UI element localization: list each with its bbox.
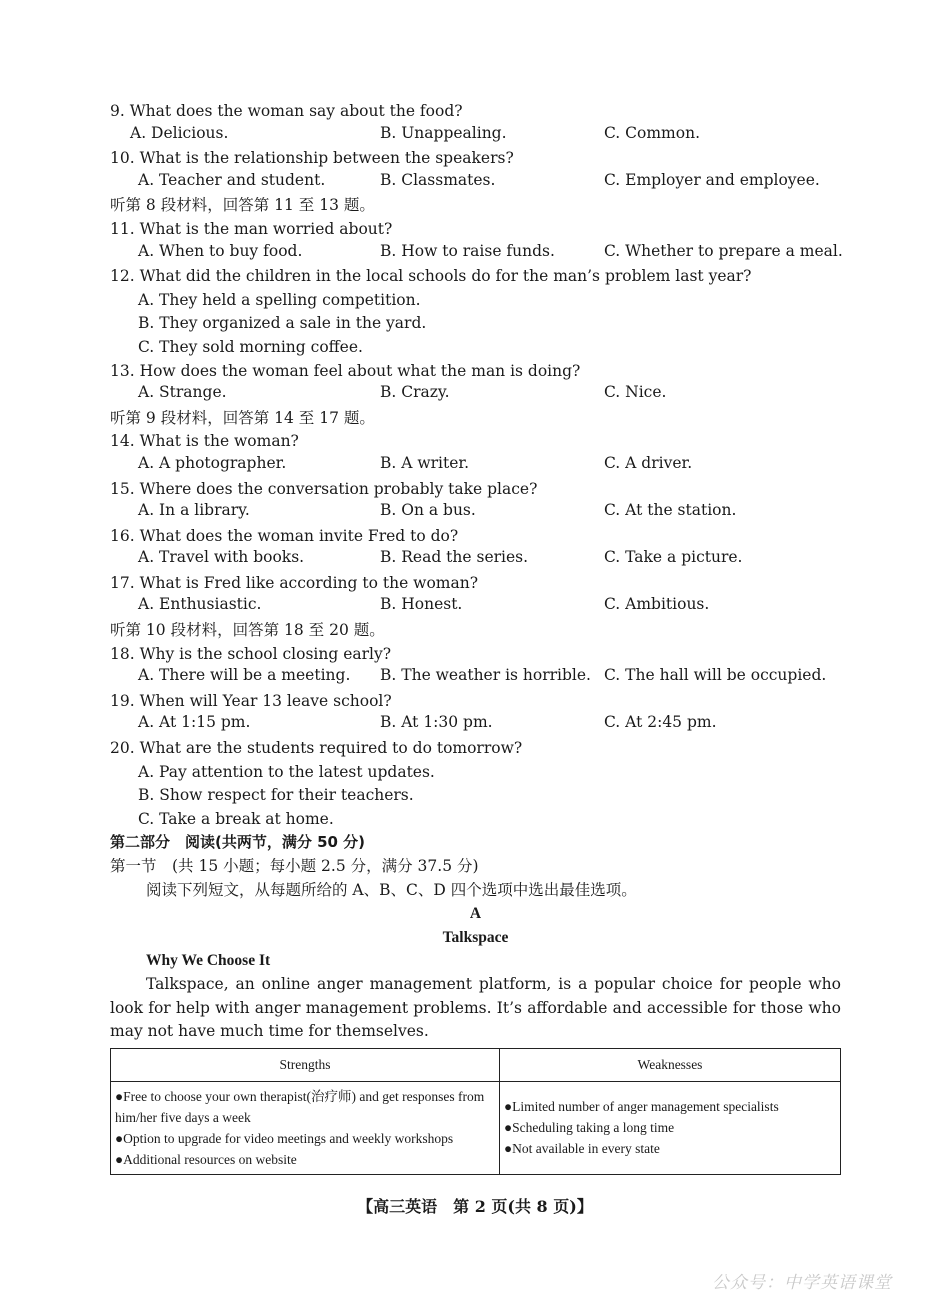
options-16 xyxy=(110,548,841,572)
question-14: 14. What is the woman? xyxy=(110,432,299,451)
question-10: 10. What is the relationship between the speakers? xyxy=(110,149,514,168)
option-a: A. A photographer. xyxy=(138,453,287,472)
question-9: 9. What does the woman say about the food? xyxy=(110,102,463,120)
option-c: C. At 2:45 pm. xyxy=(604,713,717,732)
option-c: C. A driver. xyxy=(604,453,693,472)
options-19 xyxy=(110,713,841,737)
option-b: B. Unappealing. xyxy=(380,123,507,142)
question-17: 17. What is Fred like according to the woman? xyxy=(110,573,479,592)
options-13 xyxy=(110,383,841,407)
option-b: B. At 1:30 pm. xyxy=(380,713,493,732)
page-footer: 【高三英语 第 2 页(共 8 页)】 xyxy=(357,1197,593,1216)
question-20: 20. What are the students required to do tomorrow? xyxy=(110,739,523,758)
question-11: 11. What is the man worried about? xyxy=(110,219,393,238)
option-c: C. Ambitious. xyxy=(604,595,710,614)
options-11 xyxy=(110,242,841,266)
option-a: A. Teacher and student. xyxy=(138,170,326,189)
question-15: 15. Where does the conversation probably take place? xyxy=(110,479,538,498)
watermark: 公众号：中学英语课堂 xyxy=(712,1273,892,1293)
option-c: C. Whether to prepare a meal. xyxy=(604,241,843,260)
strength-item: ●Additional resources on website xyxy=(115,1151,297,1167)
instruction: 阅读下列短文，从每题所给的 A、B、C、D 四个选项中选出最佳选项。 xyxy=(146,880,637,899)
strengths-weaknesses-table xyxy=(110,1048,841,1175)
option-b: B. Show respect for their teachers. xyxy=(138,786,414,805)
part-two-title: 第二部分 阅读(共两节，满分 50 分) xyxy=(110,833,366,852)
section-one-title: 第一节 (共 15 小题；每小题 2.5 分，满分 37.5 分) xyxy=(110,857,479,875)
option-a: A. They held a spelling competition. xyxy=(138,290,421,309)
strength-item: ●Option to upgrade for video meetings and weekly workshops xyxy=(115,1130,454,1146)
exam-page xyxy=(110,100,841,1175)
option-c: C. The hall will be occupied. xyxy=(604,666,827,685)
option-a: A. In a library. xyxy=(138,501,250,520)
option-a: A. Delicious. xyxy=(130,123,229,142)
option-b: B. On a bus. xyxy=(380,501,476,520)
options-15 xyxy=(110,501,841,525)
option-b: B. Honest. xyxy=(380,595,463,614)
subheading: Why We Choose It xyxy=(146,952,271,970)
options-18 xyxy=(110,666,841,690)
option-a: A. Enthusiastic. xyxy=(138,595,262,614)
question-18: 18. Why is the school closing early? xyxy=(110,644,392,663)
option-a: A. Travel with books. xyxy=(138,548,305,567)
option-a: A. When to buy food. xyxy=(138,241,303,260)
option-a: A. There will be a meeting. xyxy=(138,666,351,685)
table-header-weaknesses: Weaknesses xyxy=(500,1048,841,1081)
option-a: A. At 1:15 pm. xyxy=(138,713,251,732)
option-b: B. Crazy. xyxy=(380,383,450,402)
weakness-item: ●Not available in every state xyxy=(504,1141,660,1157)
option-a: A. Strange. xyxy=(138,383,227,402)
section-heading-8: 听第 8 段材料，回答第 11 至 13 题。 xyxy=(110,196,375,215)
option-c: C. Take a picture. xyxy=(604,548,743,567)
weakness-item: ●Limited number of anger management specialists xyxy=(504,1099,779,1115)
options-9 xyxy=(110,124,841,148)
option-c: C. Take a break at home. xyxy=(138,809,334,828)
option-c: C. Employer and employee. xyxy=(604,170,820,189)
question-19: 19. When will Year 13 leave school? xyxy=(110,691,392,710)
passage-title: Talkspace xyxy=(442,928,509,946)
table-header-strengths: Strengths xyxy=(111,1048,500,1081)
option-b: B. How to raise funds. xyxy=(380,241,555,260)
passage-letter: A xyxy=(469,905,482,923)
options-10 xyxy=(110,171,841,195)
options-14 xyxy=(110,454,841,478)
section-heading-10: 听第 10 段材料，回答第 18 至 20 题。 xyxy=(110,621,385,640)
option-b: B. A writer. xyxy=(380,453,470,472)
option-c: C. At the station. xyxy=(604,501,737,520)
question-16: 16. What does the woman invite Fred to do? xyxy=(110,526,459,545)
question-13: 13. How does the woman feel about what the man is doing? xyxy=(110,361,581,380)
weaknesses-cell xyxy=(500,1081,841,1174)
weakness-item: ●Scheduling taking a long time xyxy=(504,1120,675,1136)
option-c: C. Common. xyxy=(604,123,700,142)
option-b: B. The weather is horrible. xyxy=(380,666,591,685)
option-b: B. They organized a sale in the yard. xyxy=(138,314,427,333)
option-a: A. Pay attention to the latest updates. xyxy=(138,762,435,781)
option-c: C. They sold morning coffee. xyxy=(138,337,363,356)
question-12: 12. What did the children in the local schools do for the man’s problem last year? xyxy=(110,267,752,286)
section-heading-9: 听第 9 段材料，回答第 14 至 17 题。 xyxy=(110,408,375,427)
strength-item: ●Free to choose your own therapist(治疗师) and get responses from him/her five days a week xyxy=(115,1088,485,1125)
option-b: B. Classmates. xyxy=(380,170,496,189)
option-b: B. Read the series. xyxy=(380,548,529,567)
option-c: C. Nice. xyxy=(604,383,667,402)
passage-paragraph: Talkspace, an online anger management platform, is a popular choice for people who look for help with anger management problems. It’s affordable and accessible for those who may not have much time for themselves. xyxy=(110,974,841,1041)
options-17 xyxy=(110,595,841,619)
strengths-cell xyxy=(111,1081,500,1174)
